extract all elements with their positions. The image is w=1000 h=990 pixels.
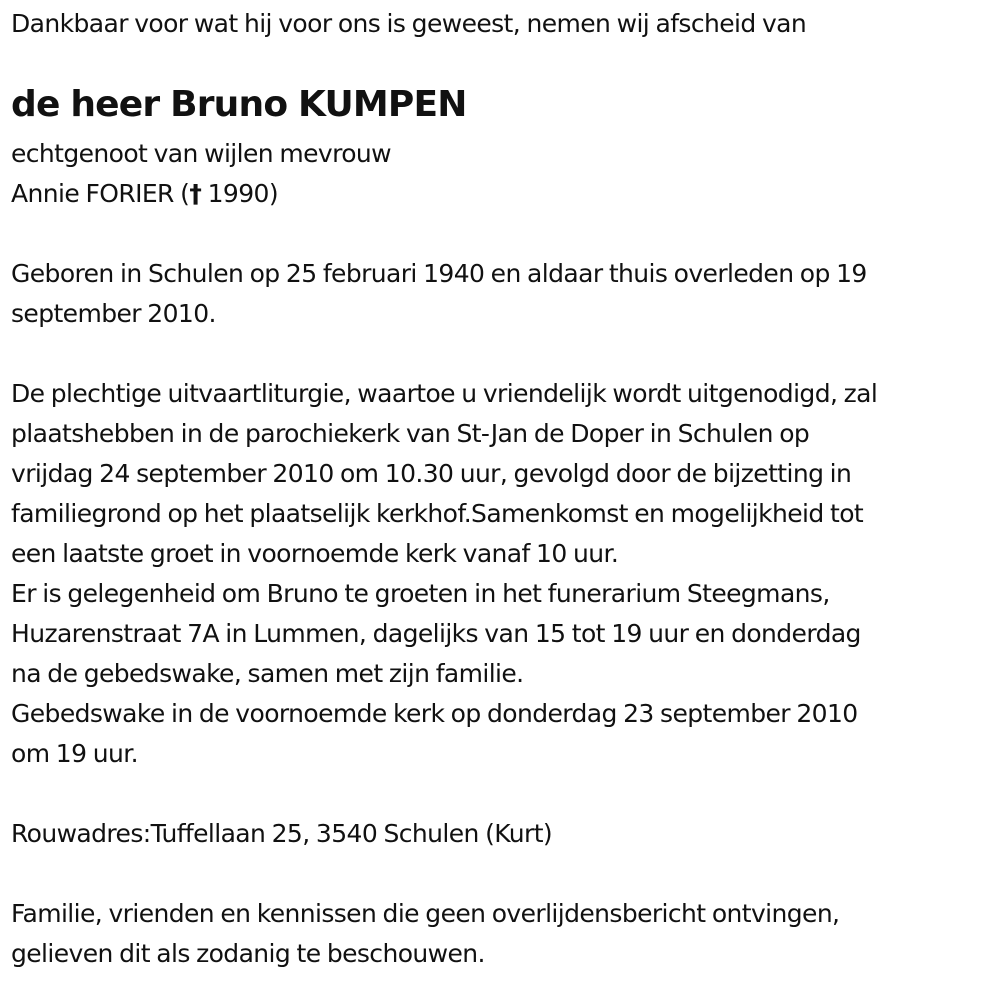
paragraph-line: Familie, vrienden en kennissen die geen overlijdensbericht ontvingen, bbox=[11, 899, 840, 928]
spouse-death-year: 1990) bbox=[201, 179, 278, 208]
paragraph-line: september 2010. bbox=[11, 299, 216, 328]
paragraph-line: Huzarenstraat 7A in Lummen, dagelijks van 15 tot 19 uur en donderdag bbox=[11, 619, 861, 648]
spouse-section bbox=[11, 134, 391, 214]
paragraph-line: na de gebedswake, samen met zijn familie. bbox=[11, 659, 524, 688]
cross-icon: † bbox=[189, 179, 202, 208]
paragraph-line: plaatshebben in de parochiekerk van St-Jan de Doper in Schulen op bbox=[11, 419, 810, 448]
notice-paragraph bbox=[11, 894, 839, 974]
deceased-name: de heer Bruno KUMPEN bbox=[11, 84, 467, 125]
funeral-paragraph bbox=[11, 374, 877, 774]
intro-text: Dankbaar voor wat hij voor ons is geweest, nemen wij afscheid van bbox=[11, 9, 807, 38]
paragraph-line: Geboren in Schulen op 25 februari 1940 en aldaar thuis overleden op 19 bbox=[11, 259, 867, 288]
paragraph-line: gelieven dit als zodanig te beschouwen. bbox=[11, 939, 485, 968]
spouse-name-line bbox=[11, 174, 391, 214]
paragraph-line: Gebedswake in de voornoemde kerk op donderdag 23 september 2010 bbox=[11, 699, 858, 728]
paragraph-line: om 19 uur. bbox=[11, 739, 138, 768]
birth-death-paragraph bbox=[11, 254, 867, 334]
paragraph-line: vrijdag 24 september 2010 om 10.30 uur, gevolgd door de bijzetting in bbox=[11, 459, 852, 488]
paragraph-line: Er is gelegenheid om Bruno te groeten in het funerarium Steegmans, bbox=[11, 579, 830, 608]
paragraph-line: een laatste groet in voornoemde kerk vanaf 10 uur. bbox=[11, 539, 619, 568]
spouse-relation: echtgenoot van wijlen mevrouw bbox=[11, 139, 392, 168]
paragraph-line: De plechtige uitvaartliturgie, waartoe u vriendelijk wordt uitgenodigd, zal bbox=[11, 379, 878, 408]
spouse-name: Annie FORIER ( bbox=[11, 179, 190, 208]
mourning-address: Rouwadres:Tuffellaan 25, 3540 Schulen (Kurt) bbox=[11, 819, 553, 848]
paragraph-line: familiegrond op het plaatselijk kerkhof.Samenkomst en mogelijkheid tot bbox=[11, 499, 864, 528]
